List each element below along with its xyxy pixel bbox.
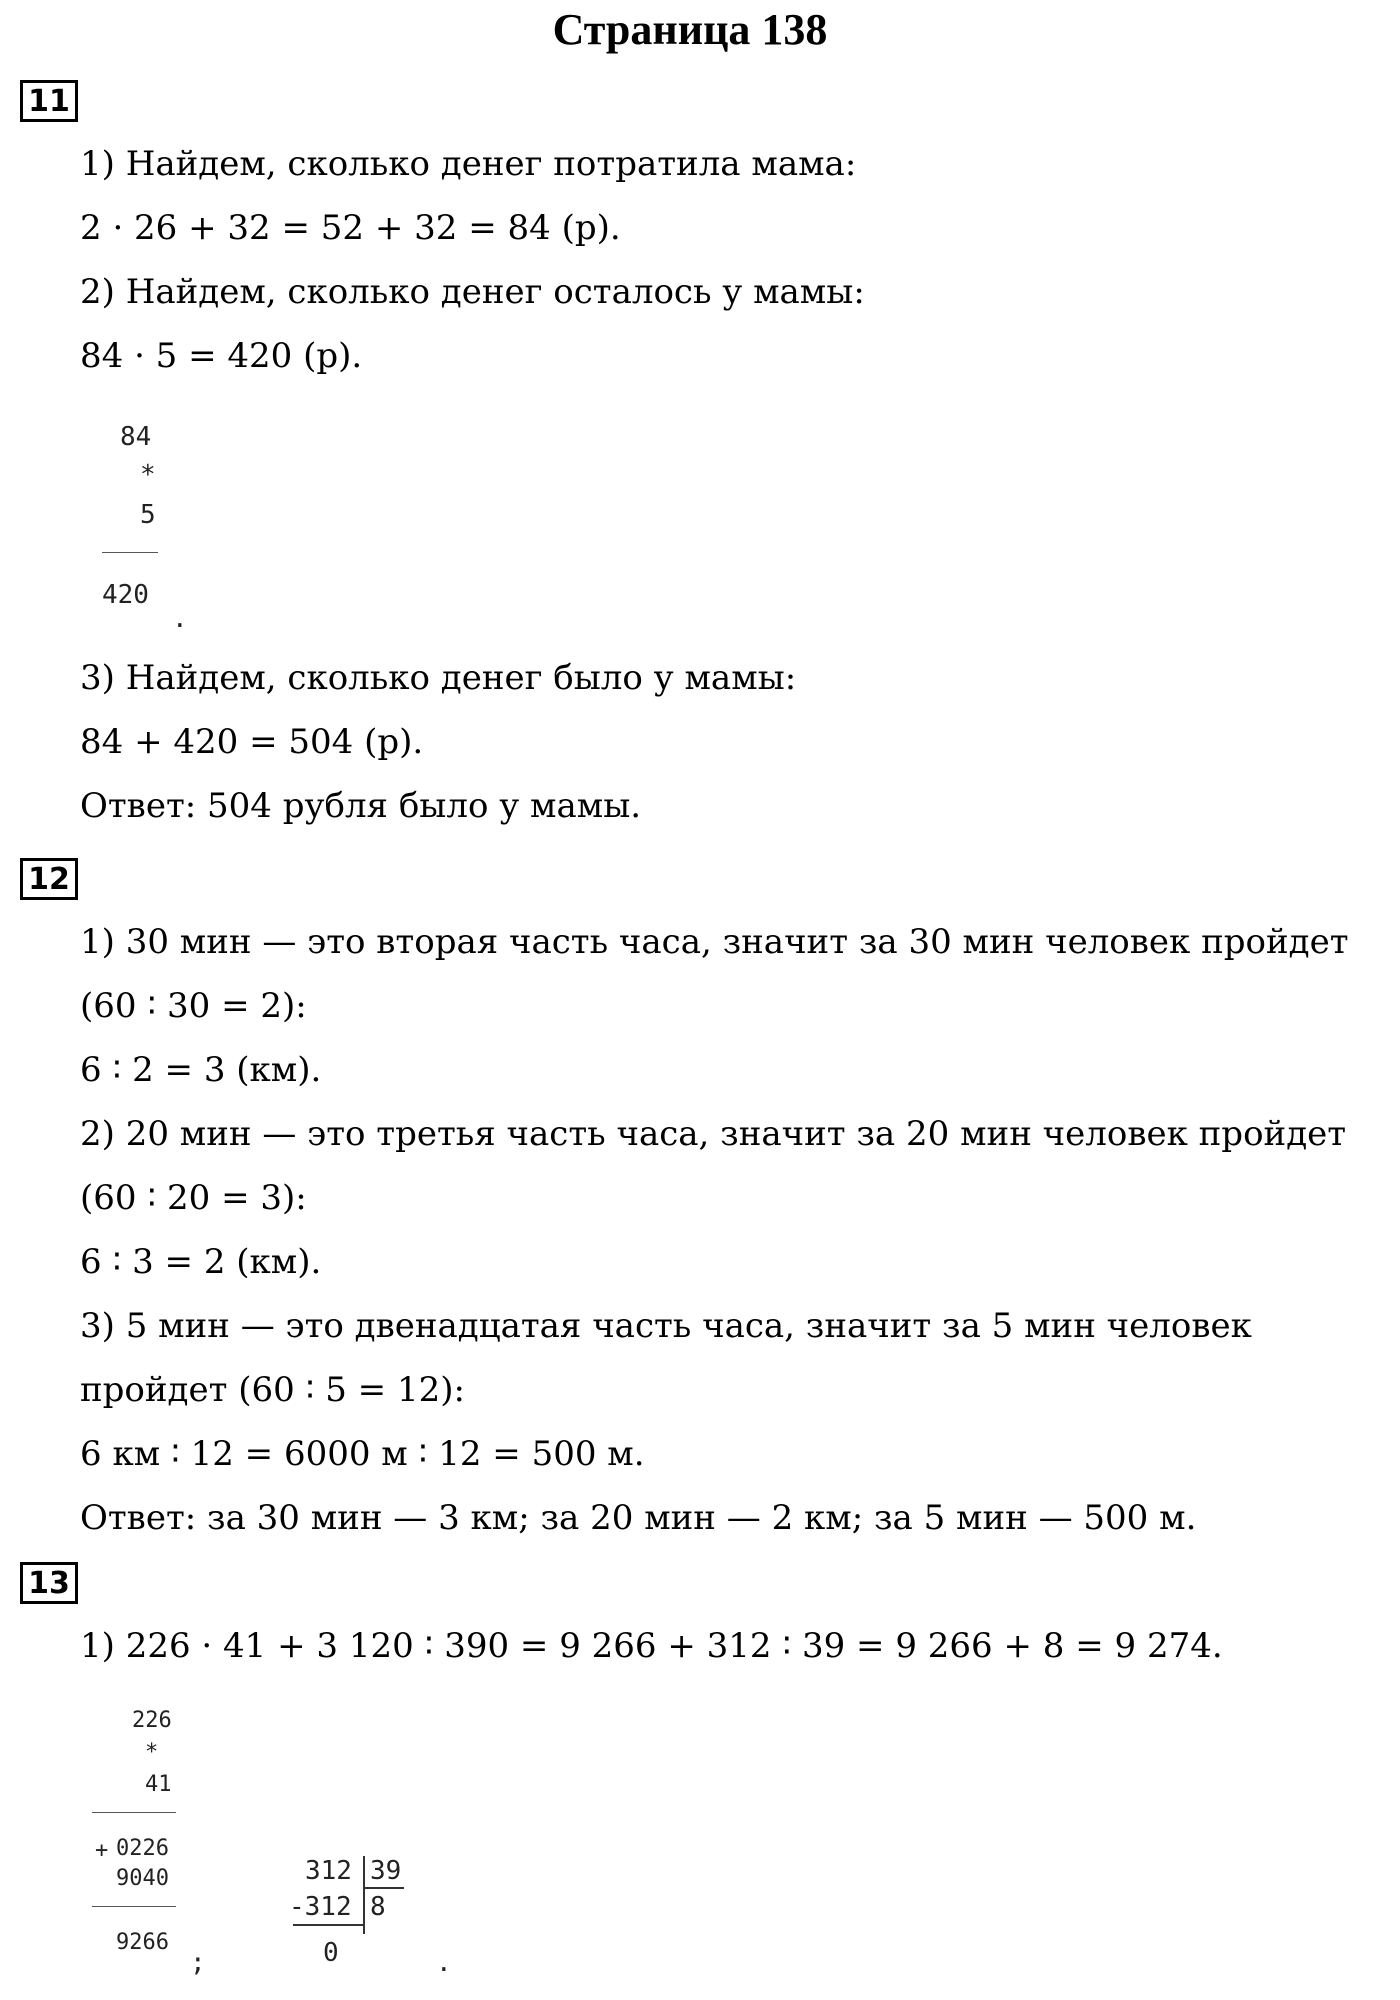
column-operator: * [140,460,156,490]
division-vertical-bar [363,1856,365,1934]
division-dividend: 312 [305,1856,352,1886]
division-subtract-rule [293,1924,363,1926]
division-quotient: 8 [370,1892,386,1922]
task-12-line-6: 6 ∶ 3 = 2 (км). [80,1242,322,1282]
task-number-11: 11 [20,80,78,122]
task-12-line-7: 3) 5 мин — это двенадцатая часть часа, значит за 5 мин человек [80,1306,1252,1346]
task-12-line-5: (60 ∶ 20 = 3): [80,1178,307,1218]
task-11-answer: Ответ: 504 рубля было у мамы. [80,786,642,826]
task-12-line-4: 2) 20 мин — это третья часть часа, значит за 20 мин человек пройдет [80,1114,1347,1154]
column-plus-sign: + [95,1838,109,1863]
column-rule [102,552,158,553]
task-number-12: 12 [20,858,78,900]
column-partial-product-1: 0226 [116,1836,169,1861]
division-end-mark: . [436,1948,452,1978]
task-12-line-8: пройдет (60 ∶ 5 = 12): [80,1370,465,1410]
column-multiplicand: 226 [132,1708,172,1733]
page-title: Страница 138 [552,5,828,54]
task-11-line-4: 84 · 5 = 420 (р). [80,336,363,376]
column-end-mark: . [172,604,188,634]
column-multiplier: 5 [140,500,156,530]
column-rule [92,1812,176,1813]
task-11-line-1: 1) Найдем, сколько денег потратила мама: [80,144,857,184]
task-12-line-3: 6 ∶ 2 = 3 (км). [80,1050,322,1090]
column-operator: * [145,1740,159,1765]
task-11-line-6: 84 + 420 = 504 (р). [80,722,424,762]
column-partial-product-2: 9040 [116,1866,169,1891]
division-remainder: 0 [323,1938,339,1968]
column-separator: ; [190,1948,206,1978]
task-11-line-3: 2) Найдем, сколько денег осталось у мамы: [80,272,865,312]
task-12-line-9: 6 км ∶ 12 = 6000 м ∶ 12 = 500 м. [80,1434,645,1474]
task-11-line-2: 2 · 26 + 32 = 52 + 32 = 84 (р). [80,208,621,248]
task-13-line-1: 1) 226 · 41 + 3 120 ∶ 390 = 9 266 + 312 ∶ 39 = 9 266 + 8 = 9 274. [80,1626,1223,1666]
column-result: 420 [102,580,149,610]
column-multiplicand: 84 [120,422,152,452]
task-12-answer: Ответ: за 30 мин — 3 км; за 20 мин — 2 км; за 5 мин — 500 м. [80,1498,1197,1538]
column-multiplier: 41 [145,1772,172,1797]
division-divisor: 39 [370,1856,402,1886]
column-rule [92,1906,176,1907]
task-12-line-1: 1) 30 мин — это вторая часть часа, значит за 30 мин человек пройдет [80,922,1349,962]
division-divisor-rule [364,1887,404,1889]
task-12-line-2: (60 ∶ 30 = 2): [80,986,307,1026]
task-number-13: 13 [20,1562,78,1604]
division-subtrahend: -312 [289,1892,352,1922]
task-11-line-5: 3) Найдем, сколько денег было у мамы: [80,658,797,698]
column-result: 9266 [116,1930,169,1955]
